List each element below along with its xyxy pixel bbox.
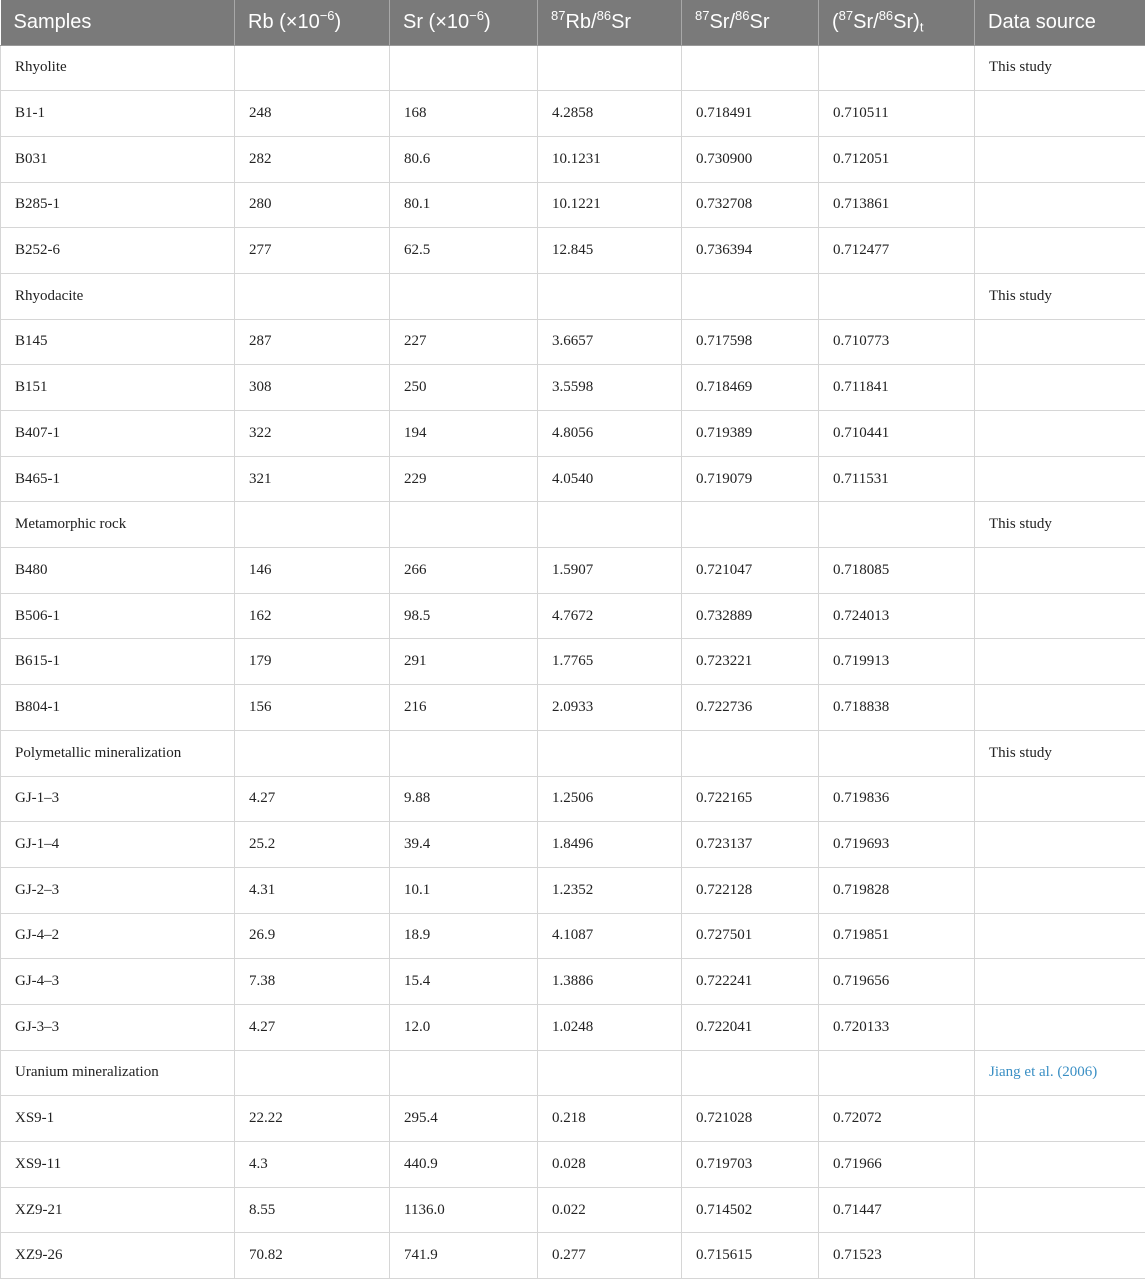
sample-cell: Rhyolite bbox=[1, 45, 235, 91]
header-data-source: Data source bbox=[975, 0, 1145, 45]
rb-sr-ratio-cell bbox=[538, 273, 682, 319]
sr-sr-initial-cell: 0.719851 bbox=[819, 913, 975, 959]
rb-cell: 22.22 bbox=[235, 1096, 390, 1142]
sample-cell: B285-1 bbox=[1, 182, 235, 228]
rb-cell: 4.3 bbox=[235, 1142, 390, 1188]
table-row bbox=[1, 1096, 1145, 1142]
data-source-cell bbox=[975, 913, 1145, 959]
sr-sr-ratio-cell: 0.718469 bbox=[682, 365, 819, 411]
data-source-cell bbox=[975, 776, 1145, 822]
data-source-cell bbox=[975, 456, 1145, 502]
rb-cell: 280 bbox=[235, 182, 390, 228]
rb-sr-ratio-cell: 1.2352 bbox=[538, 867, 682, 913]
sr-cell bbox=[390, 45, 538, 91]
data-source-cell bbox=[975, 639, 1145, 685]
data-source-cell bbox=[975, 91, 1145, 137]
rb-sr-ratio-cell bbox=[538, 1050, 682, 1096]
rb-sr-ratio-cell: 1.0248 bbox=[538, 1004, 682, 1050]
sr-sr-initial-cell bbox=[819, 502, 975, 548]
sr-sr-initial-cell: 0.719913 bbox=[819, 639, 975, 685]
sr-cell: 62.5 bbox=[390, 228, 538, 274]
sample-cell: Rhyodacite bbox=[1, 273, 235, 319]
rb-cell bbox=[235, 273, 390, 319]
sample-cell: B1-1 bbox=[1, 91, 235, 137]
rb-cell: 4.31 bbox=[235, 867, 390, 913]
header-rb-sr-ratio: $^{87}$Rb/$^{86}$Sr bbox=[538, 0, 682, 45]
sample-cell: XZ9-21 bbox=[1, 1187, 235, 1233]
sr-sr-initial-cell: 0.719656 bbox=[819, 959, 975, 1005]
rb-cell: 156 bbox=[235, 685, 390, 731]
sr-cell: 250 bbox=[390, 365, 538, 411]
rb-sr-ratio-cell: 1.2506 bbox=[538, 776, 682, 822]
table-row bbox=[1, 913, 1145, 959]
rb-sr-ratio-cell: 1.7765 bbox=[538, 639, 682, 685]
rb-sr-ratio-cell: 1.3886 bbox=[538, 959, 682, 1005]
data-source-cell bbox=[975, 822, 1145, 868]
sr-sr-ratio-cell bbox=[682, 45, 819, 91]
data-source-cell bbox=[975, 685, 1145, 731]
sr-sr-ratio-cell: 0.722128 bbox=[682, 867, 819, 913]
sample-cell: B506-1 bbox=[1, 593, 235, 639]
sample-cell: GJ-4–2 bbox=[1, 913, 235, 959]
sample-cell: GJ-1–4 bbox=[1, 822, 235, 868]
rb-cell: 70.82 bbox=[235, 1233, 390, 1279]
sample-cell: B480 bbox=[1, 548, 235, 594]
rb-cell: 282 bbox=[235, 136, 390, 182]
rb-sr-ratio-cell: 10.1231 bbox=[538, 136, 682, 182]
table-row bbox=[1, 502, 1145, 548]
sr-sr-initial-cell: 0.71447 bbox=[819, 1187, 975, 1233]
sr-sr-initial-cell: 0.719836 bbox=[819, 776, 975, 822]
rb-sr-ratio-cell: 4.8056 bbox=[538, 411, 682, 457]
rb-cell: 248 bbox=[235, 91, 390, 137]
sr-sr-initial-cell: 0.711531 bbox=[819, 456, 975, 502]
sr-sr-initial-cell: 0.711841 bbox=[819, 365, 975, 411]
data-source-cell bbox=[975, 1142, 1145, 1188]
sr-sr-ratio-cell: 0.721028 bbox=[682, 1096, 819, 1142]
table-row bbox=[1, 1050, 1145, 1096]
data-source-cell: This study bbox=[975, 502, 1145, 548]
sr-cell: 98.5 bbox=[390, 593, 538, 639]
sr-cell: 227 bbox=[390, 319, 538, 365]
sr-sr-ratio-cell: 0.715615 bbox=[682, 1233, 819, 1279]
table-row bbox=[1, 411, 1145, 457]
sr-sr-ratio-cell: 0.730900 bbox=[682, 136, 819, 182]
sr-sr-ratio-cell: 0.722165 bbox=[682, 776, 819, 822]
sr-sr-ratio-cell: 0.714502 bbox=[682, 1187, 819, 1233]
sr-sr-initial-cell: 0.719828 bbox=[819, 867, 975, 913]
table-row bbox=[1, 136, 1145, 182]
data-source-cell bbox=[975, 959, 1145, 1005]
sr-sr-initial-cell: 0.710441 bbox=[819, 411, 975, 457]
table-row bbox=[1, 1142, 1145, 1188]
sr-cell: 291 bbox=[390, 639, 538, 685]
header-samples: Samples bbox=[1, 0, 235, 45]
sr-sr-ratio-cell bbox=[682, 273, 819, 319]
sr-sr-ratio-cell: 0.727501 bbox=[682, 913, 819, 959]
sample-cell: B465-1 bbox=[1, 456, 235, 502]
table-row bbox=[1, 548, 1145, 594]
rb-cell: 4.27 bbox=[235, 776, 390, 822]
sr-cell: 10.1 bbox=[390, 867, 538, 913]
table-row bbox=[1, 959, 1145, 1005]
sr-sr-ratio-cell: 0.722041 bbox=[682, 1004, 819, 1050]
data-source-cell bbox=[975, 182, 1145, 228]
table-header bbox=[1, 0, 1145, 45]
sr-sr-initial-cell: 0.712477 bbox=[819, 228, 975, 274]
sr-cell: 80.1 bbox=[390, 182, 538, 228]
rb-sr-ratio-cell: 0.277 bbox=[538, 1233, 682, 1279]
sr-cell: 440.9 bbox=[390, 1142, 538, 1188]
data-source-cell bbox=[975, 1233, 1145, 1279]
rb-sr-ratio-cell: 4.0540 bbox=[538, 456, 682, 502]
rb-cell bbox=[235, 1050, 390, 1096]
data-source-cell: This study bbox=[975, 45, 1145, 91]
sr-cell: 168 bbox=[390, 91, 538, 137]
sr-sr-initial-cell bbox=[819, 730, 975, 776]
table-row bbox=[1, 730, 1145, 776]
rb-sr-ratio-cell: 4.1087 bbox=[538, 913, 682, 959]
sr-cell: 1136.0 bbox=[390, 1187, 538, 1233]
data-source-cell bbox=[975, 136, 1145, 182]
data-source-cell bbox=[975, 228, 1145, 274]
data-source-cell bbox=[975, 411, 1145, 457]
sr-sr-ratio-cell: 0.719389 bbox=[682, 411, 819, 457]
header-sr-sr-initial: $(^{87}Sr/^{86}Sr)_t$ bbox=[819, 0, 975, 45]
sr-cell: 80.6 bbox=[390, 136, 538, 182]
rb-cell: 26.9 bbox=[235, 913, 390, 959]
table-row bbox=[1, 593, 1145, 639]
rb-cell: 7.38 bbox=[235, 959, 390, 1005]
data-source-cell bbox=[975, 319, 1145, 365]
data-source-cell bbox=[975, 1096, 1145, 1142]
sample-cell: B804-1 bbox=[1, 685, 235, 731]
sr-sr-initial-cell: 0.710773 bbox=[819, 319, 975, 365]
sample-cell: Uranium mineralization bbox=[1, 1050, 235, 1096]
sr-sr-initial-cell: 0.718838 bbox=[819, 685, 975, 731]
table-row bbox=[1, 273, 1145, 319]
sr-cell: 15.4 bbox=[390, 959, 538, 1005]
rb-cell: 25.2 bbox=[235, 822, 390, 868]
sr-sr-ratio-cell: 0.722241 bbox=[682, 959, 819, 1005]
sample-cell: B407-1 bbox=[1, 411, 235, 457]
rb-sr-ratio-cell: 3.5598 bbox=[538, 365, 682, 411]
sr-cell bbox=[390, 1050, 538, 1096]
sample-cell: B031 bbox=[1, 136, 235, 182]
sr-cell: 9.88 bbox=[390, 776, 538, 822]
sr-sr-initial-cell: 0.71523 bbox=[819, 1233, 975, 1279]
sr-sr-ratio-cell: 0.718491 bbox=[682, 91, 819, 137]
sr-sr-initial-cell: 0.718085 bbox=[819, 548, 975, 594]
data-source-cell bbox=[975, 1004, 1145, 1050]
rb-cell bbox=[235, 730, 390, 776]
rb-sr-ratio-cell bbox=[538, 730, 682, 776]
sample-cell: GJ-1–3 bbox=[1, 776, 235, 822]
rb-cell: 287 bbox=[235, 319, 390, 365]
sr-sr-ratio-cell: 0.717598 bbox=[682, 319, 819, 365]
rb-sr-ratio-cell: 0.028 bbox=[538, 1142, 682, 1188]
sr-sr-initial-cell: 0.724013 bbox=[819, 593, 975, 639]
table-row bbox=[1, 319, 1145, 365]
sample-cell: B145 bbox=[1, 319, 235, 365]
sr-sr-initial-cell: 0.712051 bbox=[819, 136, 975, 182]
sr-sr-ratio-cell: 0.732889 bbox=[682, 593, 819, 639]
rb-sr-ratio-cell: 12.845 bbox=[538, 228, 682, 274]
rb-sr-ratio-cell: 0.022 bbox=[538, 1187, 682, 1233]
table-body bbox=[1, 45, 1145, 1279]
table-row bbox=[1, 685, 1145, 731]
data-source-cell bbox=[975, 548, 1145, 594]
rb-sr-ratio-cell: 3.6657 bbox=[538, 319, 682, 365]
sample-cell: XS9-1 bbox=[1, 1096, 235, 1142]
rb-cell: 277 bbox=[235, 228, 390, 274]
rb-cell: 162 bbox=[235, 593, 390, 639]
sr-sr-ratio-cell: 0.723221 bbox=[682, 639, 819, 685]
rb-cell: 179 bbox=[235, 639, 390, 685]
table-row bbox=[1, 456, 1145, 502]
sample-cell: B151 bbox=[1, 365, 235, 411]
sr-sr-ratio-cell: 0.721047 bbox=[682, 548, 819, 594]
sample-cell: B615-1 bbox=[1, 639, 235, 685]
sr-cell bbox=[390, 273, 538, 319]
rb-cell: 322 bbox=[235, 411, 390, 457]
sr-sr-ratio-cell: 0.722736 bbox=[682, 685, 819, 731]
rb-sr-ratio-cell: 4.2858 bbox=[538, 91, 682, 137]
sr-sr-ratio-cell bbox=[682, 730, 819, 776]
sr-sr-initial-cell: 0.71966 bbox=[819, 1142, 975, 1188]
data-source-link[interactable]: Jiang et al. (2006) bbox=[975, 1050, 1145, 1096]
rb-cell: 8.55 bbox=[235, 1187, 390, 1233]
rb-cell: 4.27 bbox=[235, 1004, 390, 1050]
data-source-cell bbox=[975, 867, 1145, 913]
table-row bbox=[1, 91, 1145, 137]
rb-cell bbox=[235, 45, 390, 91]
table-row bbox=[1, 822, 1145, 868]
sr-cell bbox=[390, 502, 538, 548]
sr-cell: 229 bbox=[390, 456, 538, 502]
sr-cell bbox=[390, 730, 538, 776]
sample-cell: GJ-3–3 bbox=[1, 1004, 235, 1050]
rb-sr-ratio-cell: 0.218 bbox=[538, 1096, 682, 1142]
header-row bbox=[1, 0, 1145, 45]
header-sr: Sr $(\times 10^{-6})$ bbox=[390, 0, 538, 45]
table-row bbox=[1, 182, 1145, 228]
rb-cell: 321 bbox=[235, 456, 390, 502]
rb-sr-ratio-cell: 1.8496 bbox=[538, 822, 682, 868]
sr-cell: 266 bbox=[390, 548, 538, 594]
sample-cell: GJ-4–3 bbox=[1, 959, 235, 1005]
table-row bbox=[1, 1004, 1145, 1050]
table-row bbox=[1, 867, 1145, 913]
rb-cell: 146 bbox=[235, 548, 390, 594]
sr-sr-ratio-cell: 0.723137 bbox=[682, 822, 819, 868]
sr-sr-ratio-cell bbox=[682, 502, 819, 548]
sr-cell: 194 bbox=[390, 411, 538, 457]
header-sr-sr-ratio: $^{87}$Sr/$^{86}$Sr bbox=[682, 0, 819, 45]
sr-cell: 295.4 bbox=[390, 1096, 538, 1142]
table-row bbox=[1, 639, 1145, 685]
sr-cell: 12.0 bbox=[390, 1004, 538, 1050]
table-row bbox=[1, 228, 1145, 274]
table-row bbox=[1, 45, 1145, 91]
rb-cell bbox=[235, 502, 390, 548]
sr-sr-ratio-cell: 0.719703 bbox=[682, 1142, 819, 1188]
sr-cell: 741.9 bbox=[390, 1233, 538, 1279]
sr-sr-initial-cell: 0.720133 bbox=[819, 1004, 975, 1050]
sample-cell: GJ-2–3 bbox=[1, 867, 235, 913]
sr-sr-ratio-cell bbox=[682, 1050, 819, 1096]
rb-cell: 308 bbox=[235, 365, 390, 411]
sr-sr-initial-cell bbox=[819, 273, 975, 319]
table-row bbox=[1, 1233, 1145, 1279]
sr-sr-ratio-cell: 0.719079 bbox=[682, 456, 819, 502]
data-source-cell: This study bbox=[975, 273, 1145, 319]
sr-sr-initial-cell bbox=[819, 1050, 975, 1096]
sample-cell: XZ9-26 bbox=[1, 1233, 235, 1279]
rb-sr-ratio-cell: 1.5907 bbox=[538, 548, 682, 594]
table-row bbox=[1, 1187, 1145, 1233]
data-source-cell bbox=[975, 593, 1145, 639]
data-source-cell bbox=[975, 1187, 1145, 1233]
sr-sr-initial-cell bbox=[819, 45, 975, 91]
sample-cell: B252-6 bbox=[1, 228, 235, 274]
table-row bbox=[1, 776, 1145, 822]
rb-sr-ratio-cell: 10.1221 bbox=[538, 182, 682, 228]
header-rb: Rb $(\times 10^{-6})$ bbox=[235, 0, 390, 45]
sr-sr-ratio-cell: 0.732708 bbox=[682, 182, 819, 228]
table-row bbox=[1, 365, 1145, 411]
sr-cell: 18.9 bbox=[390, 913, 538, 959]
sr-sr-initial-cell: 0.713861 bbox=[819, 182, 975, 228]
rb-sr-ratio-cell bbox=[538, 45, 682, 91]
sr-cell: 39.4 bbox=[390, 822, 538, 868]
sample-cell: Polymetallic mineralization bbox=[1, 730, 235, 776]
rb-sr-ratio-cell bbox=[538, 502, 682, 548]
data-source-cell bbox=[975, 365, 1145, 411]
sr-sr-initial-cell: 0.719693 bbox=[819, 822, 975, 868]
sample-cell: Metamorphic rock bbox=[1, 502, 235, 548]
sr-sr-ratio-cell: 0.736394 bbox=[682, 228, 819, 274]
sr-sr-initial-cell: 0.710511 bbox=[819, 91, 975, 137]
rb-sr-ratio-cell: 4.7672 bbox=[538, 593, 682, 639]
sr-cell: 216 bbox=[390, 685, 538, 731]
data-source-cell: This study bbox=[975, 730, 1145, 776]
sample-cell: XS9-11 bbox=[1, 1142, 235, 1188]
rb-sr-ratio-cell: 2.0933 bbox=[538, 685, 682, 731]
sr-sr-initial-cell: 0.72072 bbox=[819, 1096, 975, 1142]
